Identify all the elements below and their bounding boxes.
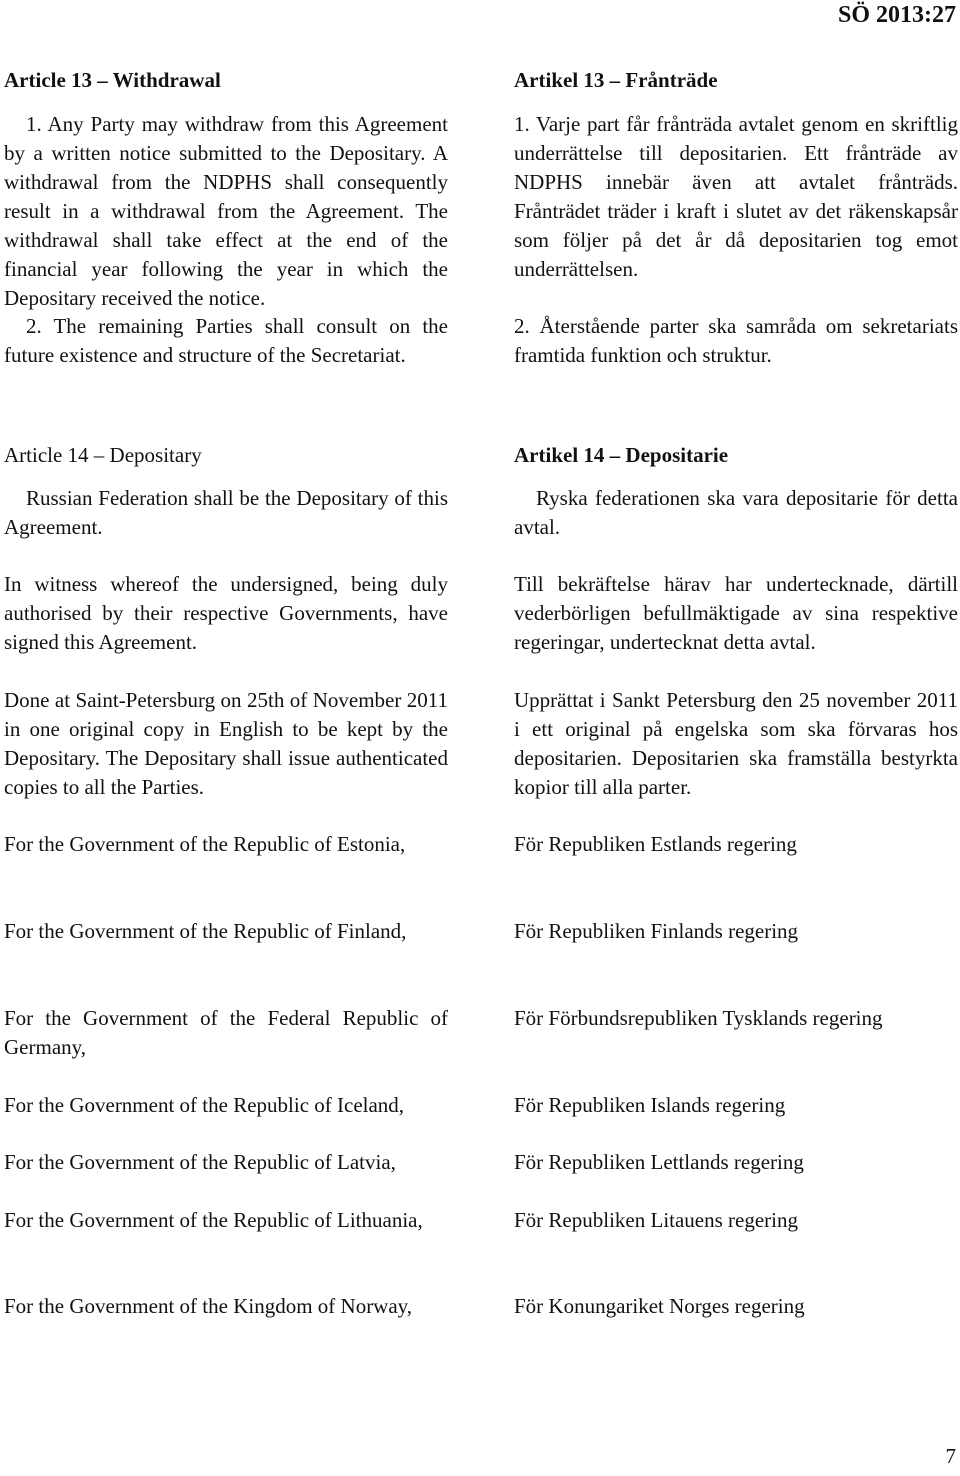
done-at-paragraph: Done at Saint-Petersburg on 25th of November 2011 in one original copy in English to be kept by the Depositary. The Depositary shall issue authenticated copies to all the Parties. <box>4 688 448 799</box>
signature-iceland-sv: För Republiken Islands regering <box>514 1093 786 1117</box>
article-13-paragraph-2: 2. The remaining Parties shall consult on the future existence and structure of the Secretariat. <box>4 314 448 367</box>
signature-lithuania: For the Government of the Republic of Lithuania, <box>4 1208 423 1232</box>
artikel-13-paragraph-1: 1. Varje part får frånträda avtalet genom en skriftlig underrättelse till depositarien. Ett frånträde av NDPHS innebär även att avtalet frånträds. Frånträdet träder i kraft i slutet av det räkenskapsår som följer på det år då depositarien tog emot underrättelsen. <box>514 112 958 281</box>
article-14-heading: Article 14 – Depositary <box>4 443 202 467</box>
page-number: 7 <box>945 1444 956 1468</box>
done-at-paragraph-sv: Upprättat i Sankt Petersburg den 25 november 2011 i ett original på engelska som ska förvaras hos depositarien. Depositarien ska framställa bestyrkta kopior till alla parter. <box>514 688 958 799</box>
document-id: SÖ 2013:27 <box>837 2 956 28</box>
signature-finland-sv: För Republiken Finlands regering <box>514 919 799 943</box>
signature-estonia-sv: För Republiken Estlands regering <box>514 832 797 856</box>
artikel-14-paragraph: Ryska federationen ska vara depositarie för detta avtal. <box>514 486 958 539</box>
signature-norway: For the Government of the Kingdom of Norway, <box>4 1294 413 1318</box>
artikel-13-paragraph-2: 2. Återstående parter ska samråda om sekretariats framtida funktion och struktur. <box>514 314 958 367</box>
signature-lithuania-sv: För Republiken Litauens regering <box>514 1208 799 1232</box>
signature-finland: For the Government of the Republic of Finland, <box>4 919 407 943</box>
article-13-heading: Article 13 – Withdrawal <box>4 68 221 92</box>
signature-germany-sv: För Förbundsrepubliken Tysklands regering <box>514 1006 883 1030</box>
article-13-paragraph-1: 1. Any Party may withdraw from this Agreement by a written notice submitted to the Depositary. A withdrawal from the NDPHS shall consequently result in a withdrawal from the Agreement. The withdrawal shall take effect at the end of the financial year following the year in which the Depositary received the notice. <box>4 112 448 310</box>
signature-iceland: For the Government of the Republic of Iceland, <box>4 1093 405 1117</box>
witness-paragraph-sv: Till bekräftelse härav har undertecknade, därtill vederbörligen befullmäktigade av sina respektive regeringar, undertecknat detta avtal. <box>514 572 958 654</box>
artikel-13-heading: Artikel 13 – Frånträde <box>514 68 718 92</box>
witness-paragraph: In witness whereof the undersigned, being duly authorised by their respective Governments, have signed this Agreement. <box>4 572 448 654</box>
signature-norway-sv: För Konungariket Norges regering <box>514 1294 805 1318</box>
article-14-paragraph: Russian Federation shall be the Depositary of this Agreement. <box>4 486 448 539</box>
signature-estonia: For the Government of the Republic of Estonia, <box>4 832 406 856</box>
signature-latvia-sv: För Republiken Lettlands regering <box>514 1150 804 1174</box>
signature-germany: For the Government of the Federal Republic of Germany, <box>4 1006 448 1059</box>
signature-latvia: For the Government of the Republic of Latvia, <box>4 1150 396 1174</box>
artikel-14-heading: Artikel 14 – Depositarie <box>514 443 729 467</box>
